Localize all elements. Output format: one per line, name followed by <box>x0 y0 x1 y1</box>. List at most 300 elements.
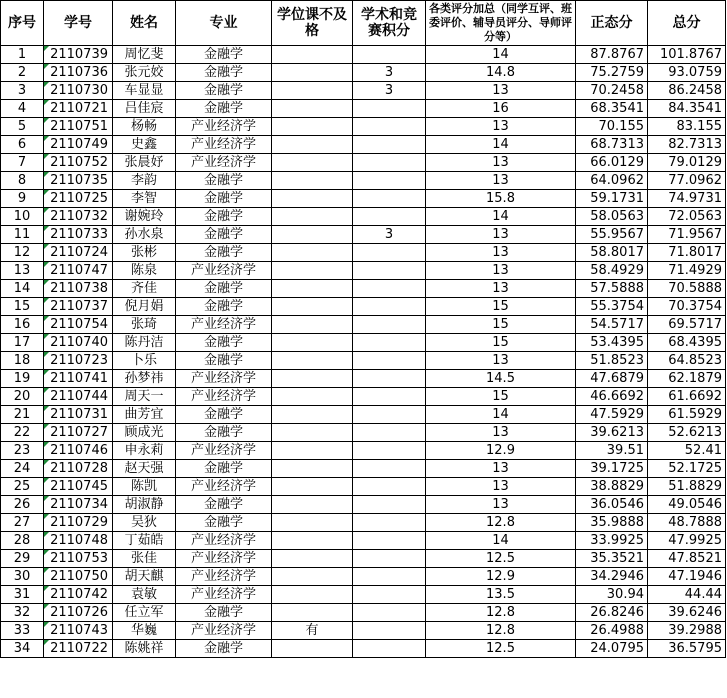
cell-index: 18 <box>1 352 44 370</box>
table-row <box>1 496 726 514</box>
cell-major: 产业经济学 <box>176 442 272 460</box>
cell-failed-course <box>272 406 353 424</box>
table-row <box>1 316 726 334</box>
cell-index: 22 <box>1 424 44 442</box>
cell-index: 33 <box>1 622 44 640</box>
table-row <box>1 460 726 478</box>
cell-total-score: 44.44 <box>648 586 726 604</box>
cell-major: 金融学 <box>176 100 272 118</box>
table-row <box>1 82 726 100</box>
cell-academic-points <box>353 460 426 478</box>
cell-index: 15 <box>1 298 44 316</box>
cell-student-id: 2110722 <box>44 640 113 658</box>
cell-total-score: 71.9567 <box>648 226 726 244</box>
cell-name: 顾成光 <box>113 424 176 442</box>
header-name: 姓名 <box>113 1 176 46</box>
header-normal-score: 正态分 <box>576 1 648 46</box>
cell-failed-course <box>272 478 353 496</box>
cell-student-id: 2110734 <box>44 496 113 514</box>
cell-failed-course <box>272 334 353 352</box>
cell-index: 8 <box>1 172 44 190</box>
cell-evaluation-total: 13 <box>426 262 576 280</box>
cell-normal-score: 64.0962 <box>576 172 648 190</box>
cell-total-score: 64.8523 <box>648 352 726 370</box>
cell-name: 陈姚祥 <box>113 640 176 658</box>
cell-major: 金融学 <box>176 406 272 424</box>
cell-student-id: 2110737 <box>44 298 113 316</box>
cell-major: 金融学 <box>176 226 272 244</box>
cell-failed-course <box>272 280 353 298</box>
cell-failed-course <box>272 262 353 280</box>
table-row <box>1 334 726 352</box>
cell-normal-score: 35.9888 <box>576 514 648 532</box>
cell-failed-course <box>272 46 353 64</box>
table-row <box>1 586 726 604</box>
cell-academic-points <box>353 118 426 136</box>
cell-student-id: 2110750 <box>44 568 113 586</box>
cell-student-id: 2110730 <box>44 82 113 100</box>
cell-major: 金融学 <box>176 280 272 298</box>
cell-index: 12 <box>1 244 44 262</box>
cell-evaluation-total: 16 <box>426 100 576 118</box>
cell-name: 孙水泉 <box>113 226 176 244</box>
cell-total-score: 62.1879 <box>648 370 726 388</box>
cell-evaluation-total: 13 <box>426 478 576 496</box>
cell-student-id: 2110729 <box>44 514 113 532</box>
cell-total-score: 68.4395 <box>648 334 726 352</box>
cell-failed-course <box>272 316 353 334</box>
cell-index: 17 <box>1 334 44 352</box>
cell-total-score: 36.5795 <box>648 640 726 658</box>
table-row <box>1 244 726 262</box>
cell-student-id: 2110736 <box>44 64 113 82</box>
cell-normal-score: 34.2946 <box>576 568 648 586</box>
table-row <box>1 514 726 532</box>
cell-major: 金融学 <box>176 172 272 190</box>
cell-name: 华巍 <box>113 622 176 640</box>
cell-name: 曲芳宜 <box>113 406 176 424</box>
cell-evaluation-total: 12.9 <box>426 442 576 460</box>
cell-total-score: 77.0962 <box>648 172 726 190</box>
cell-major: 金融学 <box>176 208 272 226</box>
cell-major: 产业经济学 <box>176 136 272 154</box>
cell-total-score: 71.8017 <box>648 244 726 262</box>
cell-major: 产业经济学 <box>176 568 272 586</box>
cell-major: 产业经济学 <box>176 478 272 496</box>
cell-index: 32 <box>1 604 44 622</box>
cell-failed-course <box>272 568 353 586</box>
cell-academic-points <box>353 424 426 442</box>
cell-evaluation-total: 14 <box>426 136 576 154</box>
cell-name: 史鑫 <box>113 136 176 154</box>
cell-student-id: 2110748 <box>44 532 113 550</box>
cell-failed-course <box>272 424 353 442</box>
table-row <box>1 118 726 136</box>
cell-evaluation-total: 15.8 <box>426 190 576 208</box>
header-academic-points: 学术和竞赛积分 <box>353 1 426 46</box>
cell-student-id: 2110744 <box>44 388 113 406</box>
cell-academic-points <box>353 496 426 514</box>
cell-academic-points <box>353 514 426 532</box>
cell-normal-score: 68.7313 <box>576 136 648 154</box>
header-evaluation-total: 各类评分加总（同学互评、班委评价、辅导员评分、导师评分等） <box>426 1 576 46</box>
cell-student-id: 2110738 <box>44 280 113 298</box>
cell-normal-score: 47.5929 <box>576 406 648 424</box>
cell-student-id: 2110725 <box>44 190 113 208</box>
cell-academic-points <box>353 640 426 658</box>
cell-student-id: 2110731 <box>44 406 113 424</box>
cell-student-id: 2110746 <box>44 442 113 460</box>
cell-normal-score: 36.0546 <box>576 496 648 514</box>
cell-evaluation-total: 13 <box>426 424 576 442</box>
cell-total-score: 47.9925 <box>648 532 726 550</box>
cell-student-id: 2110741 <box>44 370 113 388</box>
cell-name: 陈丹洁 <box>113 334 176 352</box>
cell-major: 金融学 <box>176 244 272 262</box>
cell-academic-points <box>353 388 426 406</box>
cell-student-id: 2110754 <box>44 316 113 334</box>
cell-student-id: 2110752 <box>44 154 113 172</box>
table-row <box>1 406 726 424</box>
table-row <box>1 370 726 388</box>
cell-index: 1 <box>1 46 44 64</box>
table-row <box>1 442 726 460</box>
cell-name: 申永莉 <box>113 442 176 460</box>
cell-failed-course <box>272 64 353 82</box>
cell-student-id: 2110728 <box>44 460 113 478</box>
cell-name: 陈凯 <box>113 478 176 496</box>
cell-evaluation-total: 14.5 <box>426 370 576 388</box>
cell-name: 李韵 <box>113 172 176 190</box>
cell-evaluation-total: 12.5 <box>426 640 576 658</box>
cell-major: 金融学 <box>176 514 272 532</box>
cell-academic-points <box>353 532 426 550</box>
cell-total-score: 39.2988 <box>648 622 726 640</box>
cell-normal-score: 39.51 <box>576 442 648 460</box>
cell-failed-course <box>272 442 353 460</box>
cell-failed-course <box>272 136 353 154</box>
cell-total-score: 83.155 <box>648 118 726 136</box>
cell-total-score: 84.3541 <box>648 100 726 118</box>
cell-academic-points <box>353 244 426 262</box>
cell-evaluation-total: 15 <box>426 334 576 352</box>
cell-normal-score: 66.0129 <box>576 154 648 172</box>
cell-index: 13 <box>1 262 44 280</box>
table-row <box>1 478 726 496</box>
cell-name: 齐佳 <box>113 280 176 298</box>
cell-index: 6 <box>1 136 44 154</box>
cell-student-id: 2110742 <box>44 586 113 604</box>
cell-failed-course <box>272 388 353 406</box>
cell-student-id: 2110724 <box>44 244 113 262</box>
cell-normal-score: 26.8246 <box>576 604 648 622</box>
cell-academic-points <box>353 442 426 460</box>
cell-major: 金融学 <box>176 640 272 658</box>
cell-student-id: 2110739 <box>44 46 113 64</box>
header-major: 专业 <box>176 1 272 46</box>
cell-student-id: 2110723 <box>44 352 113 370</box>
cell-name: 杨畅 <box>113 118 176 136</box>
cell-academic-points <box>353 100 426 118</box>
cell-normal-score: 59.1731 <box>576 190 648 208</box>
cell-index: 16 <box>1 316 44 334</box>
cell-student-id: 2110751 <box>44 118 113 136</box>
cell-major: 金融学 <box>176 424 272 442</box>
cell-failed-course <box>272 352 353 370</box>
cell-total-score: 51.8829 <box>648 478 726 496</box>
cell-normal-score: 55.3754 <box>576 298 648 316</box>
cell-total-score: 72.0563 <box>648 208 726 226</box>
cell-major: 产业经济学 <box>176 262 272 280</box>
cell-normal-score: 46.6692 <box>576 388 648 406</box>
cell-evaluation-total: 12.8 <box>426 514 576 532</box>
cell-normal-score: 70.2458 <box>576 82 648 100</box>
cell-evaluation-total: 14 <box>426 406 576 424</box>
cell-failed-course <box>272 244 353 262</box>
cell-total-score: 74.9731 <box>648 190 726 208</box>
cell-student-id: 2110721 <box>44 100 113 118</box>
table-body <box>1 46 726 658</box>
cell-failed-course <box>272 118 353 136</box>
cell-evaluation-total: 13 <box>426 154 576 172</box>
cell-evaluation-total: 12.9 <box>426 568 576 586</box>
cell-academic-points <box>353 586 426 604</box>
cell-name: 李智 <box>113 190 176 208</box>
cell-total-score: 93.0759 <box>648 64 726 82</box>
cell-failed-course <box>272 154 353 172</box>
cell-normal-score: 68.3541 <box>576 100 648 118</box>
table-row <box>1 100 726 118</box>
cell-name: 张彬 <box>113 244 176 262</box>
cell-academic-points <box>353 190 426 208</box>
cell-total-score: 49.0546 <box>648 496 726 514</box>
cell-evaluation-total: 12.5 <box>426 550 576 568</box>
cell-academic-points <box>353 334 426 352</box>
cell-total-score: 48.7888 <box>648 514 726 532</box>
cell-index: 20 <box>1 388 44 406</box>
header-student-id: 学号 <box>44 1 113 46</box>
table-row <box>1 604 726 622</box>
cell-student-id: 2110745 <box>44 478 113 496</box>
cell-major: 金融学 <box>176 460 272 478</box>
cell-failed-course <box>272 496 353 514</box>
cell-index: 26 <box>1 496 44 514</box>
cell-academic-points <box>353 136 426 154</box>
cell-failed-course <box>272 640 353 658</box>
cell-student-id: 2110733 <box>44 226 113 244</box>
cell-major: 产业经济学 <box>176 388 272 406</box>
cell-index: 9 <box>1 190 44 208</box>
cell-major: 金融学 <box>176 82 272 100</box>
cell-major: 金融学 <box>176 334 272 352</box>
cell-failed-course <box>272 604 353 622</box>
cell-total-score: 47.1946 <box>648 568 726 586</box>
cell-total-score: 70.5888 <box>648 280 726 298</box>
cell-major: 产业经济学 <box>176 316 272 334</box>
cell-evaluation-total: 12.8 <box>426 604 576 622</box>
cell-academic-points <box>353 568 426 586</box>
table-row <box>1 172 726 190</box>
cell-evaluation-total: 13 <box>426 244 576 262</box>
cell-total-score: 71.4929 <box>648 262 726 280</box>
table-row <box>1 550 726 568</box>
header-index: 序号 <box>1 1 44 46</box>
cell-evaluation-total: 13 <box>426 82 576 100</box>
cell-student-id: 2110753 <box>44 550 113 568</box>
cell-normal-score: 39.6213 <box>576 424 648 442</box>
cell-normal-score: 24.0795 <box>576 640 648 658</box>
cell-failed-course <box>272 82 353 100</box>
cell-failed-course <box>272 190 353 208</box>
cell-academic-points <box>353 298 426 316</box>
table-row <box>1 388 726 406</box>
cell-index: 27 <box>1 514 44 532</box>
table-row <box>1 64 726 82</box>
cell-major: 金融学 <box>176 496 272 514</box>
cell-name: 张佳 <box>113 550 176 568</box>
cell-failed-course <box>272 460 353 478</box>
cell-failed-course <box>272 370 353 388</box>
cell-normal-score: 39.1725 <box>576 460 648 478</box>
cell-failed-course <box>272 208 353 226</box>
cell-student-id: 2110735 <box>44 172 113 190</box>
table-row <box>1 532 726 550</box>
cell-index: 4 <box>1 100 44 118</box>
cell-evaluation-total: 14 <box>426 208 576 226</box>
cell-total-score: 61.5929 <box>648 406 726 424</box>
cell-evaluation-total: 13 <box>426 352 576 370</box>
cell-index: 25 <box>1 478 44 496</box>
cell-index: 10 <box>1 208 44 226</box>
cell-normal-score: 58.0563 <box>576 208 648 226</box>
cell-major: 金融学 <box>176 298 272 316</box>
cell-index: 34 <box>1 640 44 658</box>
cell-failed-course <box>272 586 353 604</box>
table-row <box>1 46 726 64</box>
header-total-score: 总分 <box>648 1 726 46</box>
cell-academic-points <box>353 208 426 226</box>
cell-academic-points <box>353 316 426 334</box>
cell-normal-score: 58.4929 <box>576 262 648 280</box>
cell-total-score: 86.2458 <box>648 82 726 100</box>
cell-total-score: 70.3754 <box>648 298 726 316</box>
cell-normal-score: 55.9567 <box>576 226 648 244</box>
cell-evaluation-total: 14 <box>426 532 576 550</box>
cell-index: 7 <box>1 154 44 172</box>
table-row <box>1 622 726 640</box>
cell-index: 28 <box>1 532 44 550</box>
cell-name: 张晨妤 <box>113 154 176 172</box>
table-row <box>1 298 726 316</box>
cell-evaluation-total: 15 <box>426 388 576 406</box>
cell-failed-course <box>272 550 353 568</box>
cell-total-score: 61.6692 <box>648 388 726 406</box>
cell-index: 30 <box>1 568 44 586</box>
cell-academic-points <box>353 370 426 388</box>
cell-academic-points <box>353 172 426 190</box>
table-row <box>1 262 726 280</box>
table-row <box>1 208 726 226</box>
cell-failed-course <box>272 298 353 316</box>
cell-academic-points: 3 <box>353 226 426 244</box>
cell-name: 卜乐 <box>113 352 176 370</box>
cell-index: 21 <box>1 406 44 424</box>
cell-student-id: 2110743 <box>44 622 113 640</box>
cell-failed-course <box>272 532 353 550</box>
cell-evaluation-total: 12.8 <box>426 622 576 640</box>
cell-index: 29 <box>1 550 44 568</box>
cell-name: 谢婉玲 <box>113 208 176 226</box>
cell-academic-points <box>353 622 426 640</box>
cell-name: 车显显 <box>113 82 176 100</box>
cell-name: 袁敏 <box>113 586 176 604</box>
cell-normal-score: 87.8767 <box>576 46 648 64</box>
table-row <box>1 136 726 154</box>
cell-evaluation-total: 14 <box>426 46 576 64</box>
cell-total-score: 52.41 <box>648 442 726 460</box>
table-row <box>1 280 726 298</box>
cell-major: 金融学 <box>176 190 272 208</box>
table-row <box>1 190 726 208</box>
cell-name: 陈泉 <box>113 262 176 280</box>
cell-evaluation-total: 13 <box>426 496 576 514</box>
cell-total-score: 52.6213 <box>648 424 726 442</box>
cell-name: 张琦 <box>113 316 176 334</box>
cell-normal-score: 57.5888 <box>576 280 648 298</box>
table-row <box>1 640 726 658</box>
cell-normal-score: 51.8523 <box>576 352 648 370</box>
cell-evaluation-total: 13 <box>426 118 576 136</box>
cell-normal-score: 70.155 <box>576 118 648 136</box>
cell-name: 胡淑静 <box>113 496 176 514</box>
cell-normal-score: 33.9925 <box>576 532 648 550</box>
cell-name: 张元姣 <box>113 64 176 82</box>
cell-failed-course <box>272 226 353 244</box>
cell-student-id: 2110727 <box>44 424 113 442</box>
table-row <box>1 226 726 244</box>
cell-failed-course <box>272 514 353 532</box>
cell-index: 24 <box>1 460 44 478</box>
cell-academic-points <box>353 154 426 172</box>
cell-total-score: 101.8767 <box>648 46 726 64</box>
cell-major: 产业经济学 <box>176 118 272 136</box>
cell-evaluation-total: 13 <box>426 460 576 478</box>
cell-student-id: 2110749 <box>44 136 113 154</box>
cell-evaluation-total: 13 <box>426 172 576 190</box>
cell-evaluation-total: 13.5 <box>426 586 576 604</box>
cell-major: 金融学 <box>176 604 272 622</box>
cell-academic-points: 3 <box>353 82 426 100</box>
cell-name: 周天一 <box>113 388 176 406</box>
cell-major: 产业经济学 <box>176 154 272 172</box>
cell-student-id: 2110747 <box>44 262 113 280</box>
cell-academic-points <box>353 46 426 64</box>
cell-total-score: 79.0129 <box>648 154 726 172</box>
cell-academic-points <box>353 604 426 622</box>
cell-major: 产业经济学 <box>176 550 272 568</box>
cell-name: 赵天强 <box>113 460 176 478</box>
cell-failed-course: 有 <box>272 622 353 640</box>
cell-failed-course <box>272 100 353 118</box>
cell-academic-points <box>353 478 426 496</box>
cell-academic-points: 3 <box>353 64 426 82</box>
cell-major: 金融学 <box>176 352 272 370</box>
cell-major: 产业经济学 <box>176 586 272 604</box>
cell-total-score: 69.5717 <box>648 316 726 334</box>
cell-normal-score: 54.5717 <box>576 316 648 334</box>
cell-student-id: 2110726 <box>44 604 113 622</box>
cell-academic-points <box>353 406 426 424</box>
